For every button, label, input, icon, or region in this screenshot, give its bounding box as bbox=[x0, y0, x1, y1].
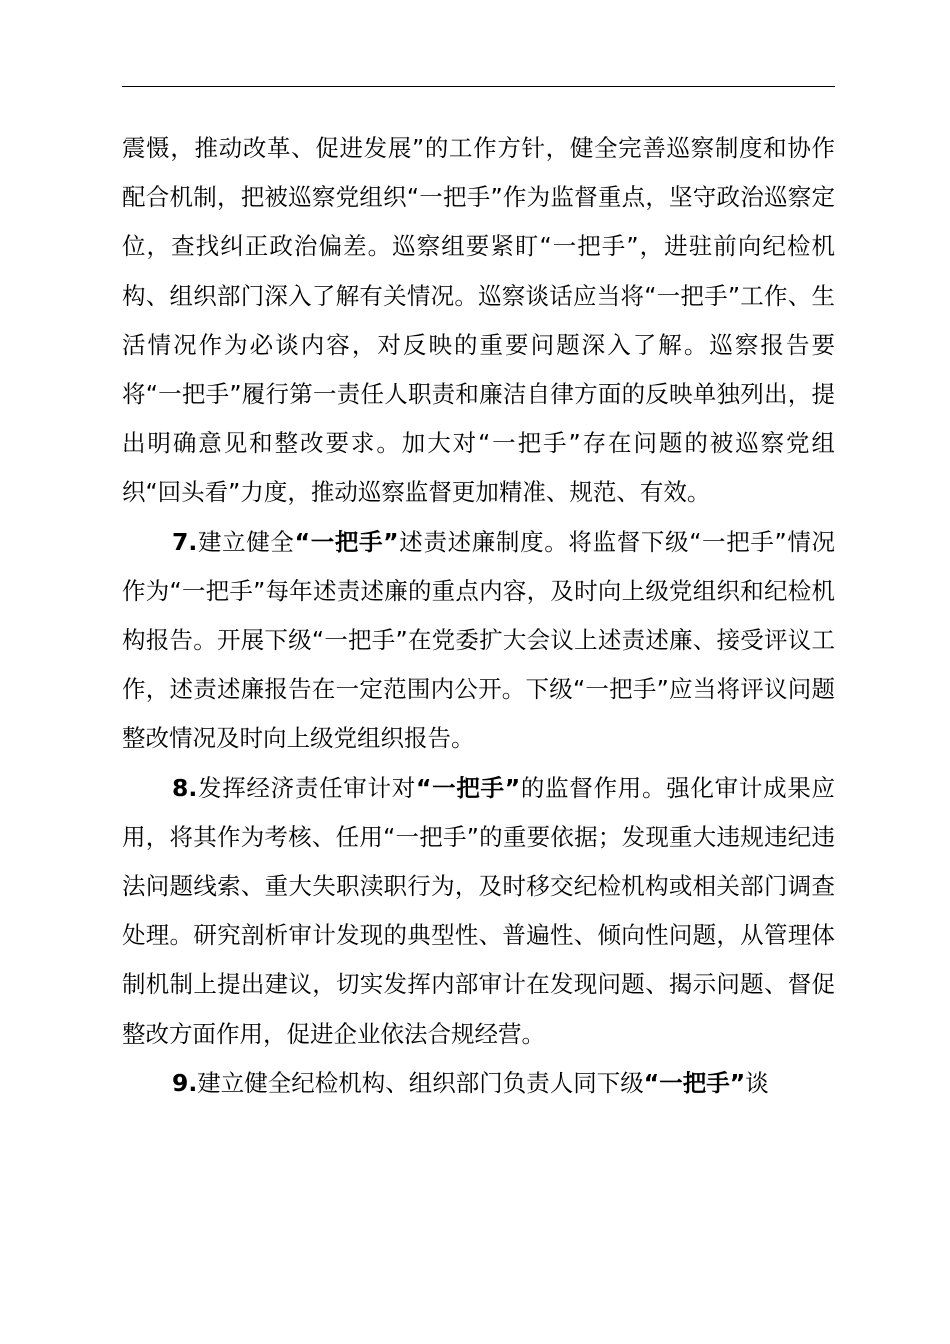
item-heading-bold: “一把手” bbox=[643, 1068, 746, 1097]
header-rule bbox=[122, 86, 835, 87]
item-heading-bold: “一把手” bbox=[294, 527, 399, 556]
item-body: 将监督下级“一把手”情况作为“一把手”每年述责述廉的重点内容，及时向上级党组织和纪检机构报告。开展下级“一把手”在党委扩大会议上述责述廉、接受评议工作，述责述廉报告在一定范围内公开。下级“一把手”应当将评议问题整改情况及时向上级党组织报告。 bbox=[122, 527, 836, 753]
item-heading-post: 述责述廉制度。 bbox=[398, 527, 569, 556]
item-number: 8. bbox=[172, 773, 198, 802]
item-heading-post: 谈 bbox=[745, 1068, 769, 1097]
item-heading-bold: “一把手” bbox=[415, 773, 521, 802]
paragraph-item-7 bbox=[122, 518, 835, 764]
paragraph-item-9 bbox=[122, 1059, 835, 1108]
paragraph-item-8 bbox=[122, 764, 835, 1059]
item-heading-pre: 发挥经济责任审计对 bbox=[197, 773, 416, 802]
document-body bbox=[122, 124, 835, 1108]
paragraph-continuation: 震慑，推动改革、促进发展”的工作方针，健全完善巡察制度和协作配合机制，把被巡察党组织“一把手”作为监督重点，坚守政治巡察定位，查找纠正政治偏差。巡察组要紧盯“一把手”，进驻前向纪检机构、组织部门深入了解有关情况。巡察谈话应当将“一把手”工作、生活情况作为必谈内容，对反映的重要问题深入了解。巡察报告要将“一把手”履行第一责任人职责和廉洁自律方面的反映单独列出，提出明确意见和整改要求。加大对“一把手”存在问题的被巡察党组织“回头看”力度，推动巡察监督更加精准、规范、有效。 bbox=[122, 134, 835, 507]
item-body: 强化审计成果应用，将其作为考核、任用“一把手”的重要依据；发现重大违规违纪违法问题线索、重大失职渎职行为，及时移交纪检机构或相关部门调查处理。研究剖析审计发现的典型性、普遍性、倾向性问题，从管理体制机制上提出建议，切实发挥内部审计在发现问题、揭示问题、督促整改方面作用，促进企业依法合规经营。 bbox=[122, 773, 836, 1048]
item-heading-pre: 建立健全纪检机构、组织部门负责人同下级 bbox=[197, 1068, 644, 1097]
item-heading-pre: 建立健全 bbox=[197, 527, 295, 556]
item-heading-post: 的监督作用。 bbox=[520, 773, 667, 802]
item-number: 7. bbox=[172, 527, 198, 556]
item-number: 9. bbox=[172, 1068, 198, 1097]
